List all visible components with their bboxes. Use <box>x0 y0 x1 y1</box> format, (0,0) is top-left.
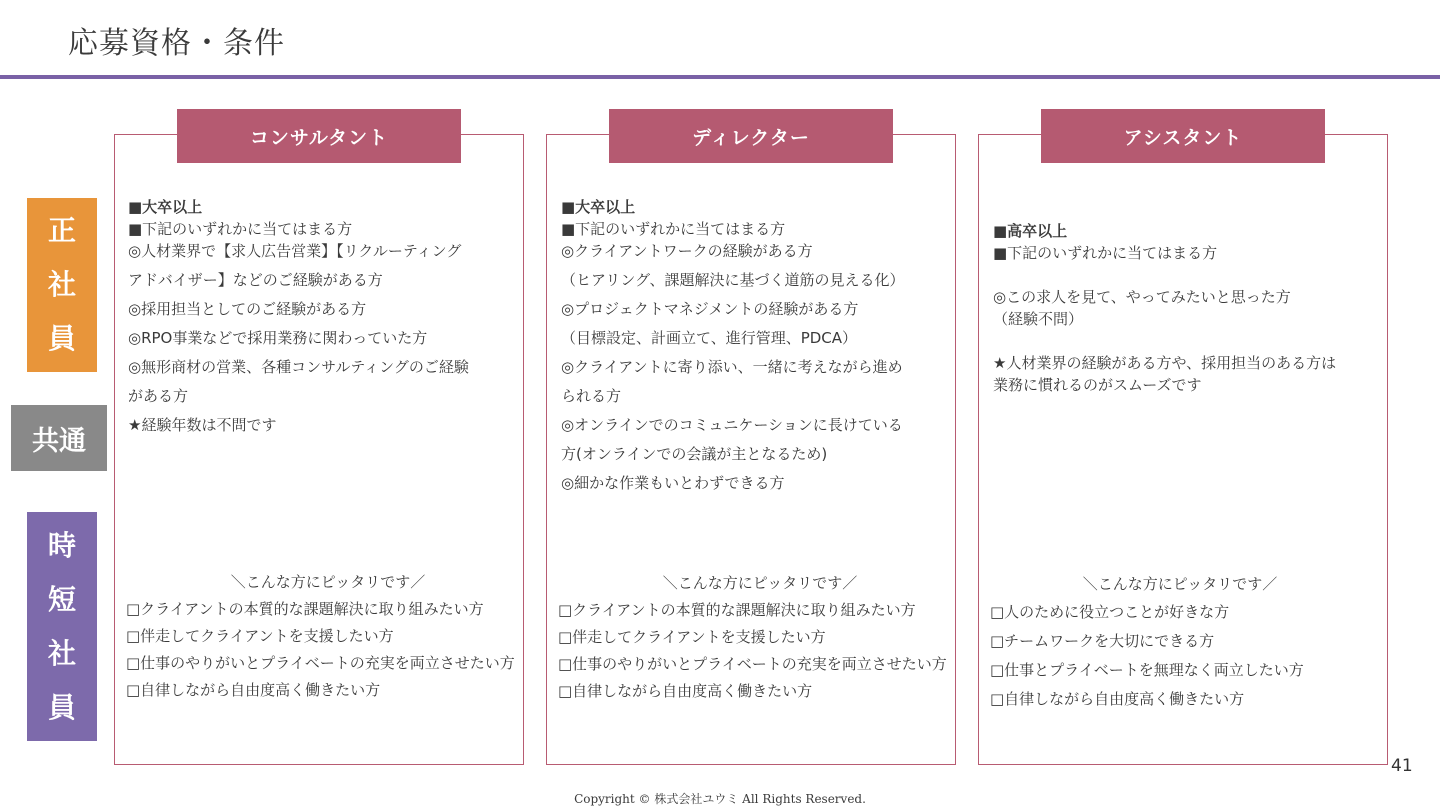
fit-list-director <box>558 597 947 705</box>
requirement-line: ■高卒以上 <box>993 222 1068 240</box>
requirement-line: ■大卒以上 <box>128 198 203 216</box>
requirement-line: ■下記のいずれかに当てはまる方 <box>561 220 786 238</box>
requirement-line: ◎採用担当としてのご経験がある方 <box>128 300 367 318</box>
fit-list-consultant <box>126 596 515 704</box>
fit-item: □自律しながら自由度高く働きたい方 <box>126 681 381 699</box>
fit-item: □仕事とプライベートを無理なく両立したい方 <box>990 661 1304 679</box>
card-header-assistant: アシスタント <box>1041 109 1325 163</box>
card-header-director: ディレクター <box>609 109 893 163</box>
requirement-line: ◎オンラインでのコミュニケーションに長けている <box>561 416 903 434</box>
side-label-char: 時 <box>47 528 76 562</box>
requirement-line: ◎クライアントワークの経験がある方 <box>561 242 813 260</box>
fit-heading-assistant: ＼こんな方にピッタリです／ <box>1082 575 1278 593</box>
requirements-consultant <box>128 196 469 440</box>
fit-item: □自律しながら自由度高く働きたい方 <box>990 690 1245 708</box>
side-label-char: 員 <box>47 322 76 355</box>
side-label-kyotsu: 共通 <box>11 405 107 471</box>
fit-item: □伴走してクライアントを支援したい方 <box>126 627 394 645</box>
requirement-line: ■大卒以上 <box>561 198 636 216</box>
fit-item: □仕事のやりがいとプライベートの充実を両立させたい方 <box>126 654 515 672</box>
requirement-line: アドバイザー】などのご経験がある方 <box>128 271 383 289</box>
requirement-line: ■下記のいずれかに当てはまる方 <box>993 244 1218 262</box>
side-label-char: 社 <box>47 636 76 670</box>
page-number: 41 <box>1391 756 1413 776</box>
requirement-line: ◎細かな作業もいとわずできる方 <box>561 474 785 492</box>
requirement-line: ◎この求人を見て、やってみたいと思った方 <box>993 288 1291 306</box>
fit-item: □クライアントの本質的な課題解決に取り組みたい方 <box>126 600 484 618</box>
requirement-line: 業務に慣れるのがスムーズです <box>993 376 1202 394</box>
fit-item: □伴走してクライアントを支援したい方 <box>558 628 826 646</box>
requirement-line: ◎無形商材の営業、各種コンサルティングのご経験 <box>128 358 469 376</box>
requirement-line: ★経験年数は不問です <box>128 416 277 434</box>
fit-item: □自律しながら自由度高く働きたい方 <box>558 682 813 700</box>
fit-item: □人のために役立つことが好きな方 <box>990 603 1230 621</box>
fit-item: □仕事のやりがいとプライベートの充実を両立させたい方 <box>558 655 947 673</box>
requirement-line: がある方 <box>128 387 189 405</box>
copyright-footer: Copyright © 株式会社ユウミ All Rights Reserved. <box>574 792 866 806</box>
requirement-line: （ヒアリング、課題解決に基づく道筋の見える化） <box>561 271 905 289</box>
requirement-line: ◎クライアントに寄り添い、一緒に考えながら進め <box>561 358 903 376</box>
requirement-line: （目標設定、計画立て、進行管理、PDCA） <box>561 329 858 347</box>
side-label-jitan <box>27 512 97 741</box>
requirements-director <box>561 196 905 498</box>
fit-item: □クライアントの本質的な課題解決に取り組みたい方 <box>558 601 916 619</box>
card-header-consultant: コンサルタント <box>177 109 461 163</box>
requirements-assistant <box>993 220 1336 396</box>
requirement-line: ■下記のいずれかに当てはまる方 <box>128 220 353 238</box>
side-label-seishain <box>27 198 97 372</box>
requirement-line: ◎プロジェクトマネジメントの経験がある方 <box>561 300 859 318</box>
side-label-char: 短 <box>47 582 76 616</box>
fit-list-assistant <box>990 598 1304 714</box>
fit-heading-consultant: ＼こんな方にピッタリです／ <box>230 573 426 591</box>
side-label-char: 正 <box>47 214 76 247</box>
fit-item: □チームワークを大切にできる方 <box>990 632 1215 650</box>
fit-heading-director: ＼こんな方にピッタリです／ <box>662 574 858 592</box>
requirement-line: ◎RPO事業などで採用業務に関わっていた方 <box>128 329 428 347</box>
side-label-char: 社 <box>47 268 76 301</box>
side-label-char: 員 <box>47 690 76 724</box>
requirement-line: ◎人材業界で【求人広告営業】【リクルーティング <box>128 242 462 260</box>
title-divider <box>0 75 1440 79</box>
requirement-line: られる方 <box>561 387 622 405</box>
requirement-line: ★人材業界の経験がある方や、採用担当のある方は <box>993 354 1337 372</box>
requirement-line: 方(オンラインでの会議が主となるため) <box>561 445 828 463</box>
page-title: 応募資格・条件 <box>68 26 285 61</box>
requirement-line: （経験不問） <box>993 310 1084 328</box>
